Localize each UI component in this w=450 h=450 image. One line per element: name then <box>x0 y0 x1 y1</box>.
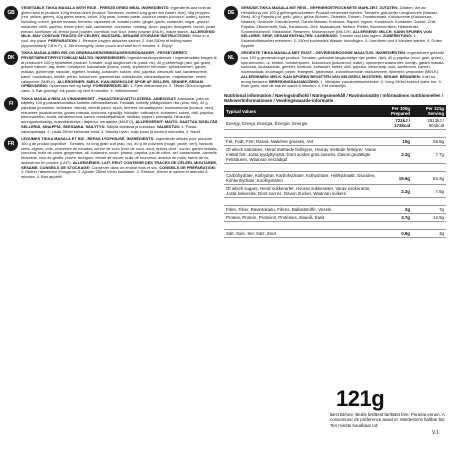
ingredients-text: Ingredienser/Ingredienser i ingrediensliste bruges til at producere 100 g frysetørret produkt: Tomater, kogt langkornet ris (vand, ris), 40 g peberfrugt (rød, gul, grøn), grønne bønner, løg, ærter, tomatpuré, kokosfløde (kokos, vand), krydderier herunder: spidskommen, garam masala, gurkemeje, rapsolie, ingefær, hvidløg, koriander, sukker, chili, paprika, citronsaft, salt, kardemomme, kanel, muskatnød, nellike, peber, bukkehorn, gærekstrakt, solsikkeolie, citronsaftpulver, majsstivelse, rismel, vallepulver (MÆLK). <box>21 55 217 84</box>
version-label: V.1 <box>432 430 440 436</box>
nutrition-cell-v121: 12.9g <box>412 214 446 222</box>
nutrition-spacer-cell <box>224 164 446 172</box>
nutrition-cell-v121: 7.6g <box>412 185 446 198</box>
nutrition-col-100: Per 100g Prepared <box>382 105 412 117</box>
language-section-nl <box>224 51 446 89</box>
country-flag-icon: DE <box>224 6 238 20</box>
product-title: TIKKA MASALA RIISI JA VIHANNEKSET - PAKASTEKUIVATTU ATERIA. <box>21 95 152 101</box>
nutrition-cell-v100: 721kJ / 173kcal <box>382 117 412 130</box>
ingredients-text: Ingredients and bold as given used to produce 100g freeze-dried product: Tomatoes, cooked long grain rice (water, rice), 40g peppers (red, yellow, green), 40g green beans, onion, 10g peas, tomato paste, coconut cream (coconut, water), spices including: cumin, garam masala, turmeric, rapeseed oil, tomato purée, ginger, garlic, coriander, sugar, ground coriander, chilli, paprika, lemon juice, salt, cardamom, cinnamon, nutmeg, clove, pepper, fenugreek, cumin, yeast extract, sunflower oil, lemon juice powder, cornflour, rice flour, whey powder (MILK), maize starch. <box>21 5 216 34</box>
nutrition-cell-label: Of which sugars, Heraf sukkerarter, Hvorav sukkerarter, Varav sockerarter, Josta sokereita, Dont sucres, Davon Zucker, Waarvan suikers <box>224 185 382 198</box>
right-column <box>224 6 446 238</box>
nutrition-row <box>224 146 446 164</box>
ingredients-text: Ainesosat, joita on käytetty 100 g pakastekuivattua tuotetta valmistettaessa: Tomaatti, keitetty pitkäjyväinen riisi (vesi, riisi), 40 g paprikaa (punainen, keltainen, vihreä), vihreät pavut, sipuli, herneet, tomaattipyree, kookoskerma (kookos, vesi), mausteet: juustokumina, garam masala, kurkuma, rypsiöljy, inkivääri, valkosipuli, korianteri, sokeri, chili, paprika, sitruunamehu, suola, kardemumma, kaneli, muskottipähkinä, neilikka, pippuri, sarviapila, hiivauute, auringonkukkaöljy, maissitärkkelys, riisijauho, herajauhe (MAITO). <box>21 95 215 125</box>
nutrition-cell-label: Salt, Sule, Sel, Salz, Zout <box>224 230 382 238</box>
ingredients-text: Ingrediënten gebruikt voor 100 g gevriesdroogd product: Tomaten, gekookte langkorrelige rijst (water, rijst), 40 g paprika (rood, geel, groen), sperziebonen, ui, erwten, tomatenpuree, kokosroom (kokosnoot, water), specerijen waaronder: komijn, garam masala, kurkuma, koolzaadolie, gember, knoflook, koriander, suiker, chili, paprika, citroensap, zout, kardemom, kaneel, nootmuskaat, kruidnagel, peper, fenegriek, gistextract, zonnebloemolie, maïszetmeel, rijstmeel, weipoeder (MELK). <box>241 50 445 75</box>
storage-text: Koel en droog bewaren. <box>241 73 436 84</box>
left-column <box>4 6 218 183</box>
best-before-text: Best Before: Bedst før/Best før/Bäst före: Parasta ennen: A consommer de préférence avant le: Mindestens haltbar bis: Ten minste houdbaar tot: <box>330 412 446 428</box>
preparation-text: 1. Sauerstoffabsorber entfernen. 2. 250ml kochendes Wasser hinzufügen. 3. Umrühren und 8 Minuten warten. 4. Guten Appetit! <box>241 33 443 48</box>
nutrition-cell-v100: 2.2g <box>382 185 412 198</box>
country-flag-icon: FR <box>4 137 18 151</box>
preparation-text: 1. Remove oxygen absorber sachet. 2. Add 250ml of boiling water (approximately 7/8 in F). 3. Stir thoroughly, close pouch and wait for 8 minutes. 4. Enjoy! <box>21 37 192 48</box>
nutrition-spacer-row <box>224 130 446 138</box>
nutrition-cell-v121: 7.7g <box>412 146 446 164</box>
language-section-gb <box>4 6 218 48</box>
preparation-text: 1. Fjern iltabsorberen. 2. Tilsæt 250ml kogende vand. 3. Rør grundigt, luk posen og vent 8 minutter. 4. Velbekomme! <box>21 83 212 93</box>
nutrition-spacer-row <box>224 222 446 230</box>
nutrition-spacer-cell <box>224 198 446 206</box>
allergens-text: ALLERGENEN: MELK. KAN SPOREN BEVATTEN VAN SELDERIJ, MOSTERD, SESAM. <box>241 73 399 79</box>
nutrition-cell-v100: 3.7g <box>382 214 412 222</box>
nutrition-row <box>224 185 446 198</box>
section-text <box>241 51 446 89</box>
nutrition-spacer-row <box>224 198 446 206</box>
product-title: GEMÜSE-TIKKA MASALA MIT REIS - GEFRIERGETROCKNETE MAHLZEIT. <box>241 5 379 10</box>
section-text <box>241 6 446 48</box>
nutrition-row <box>224 214 446 222</box>
storage-label: LAGERUNG: <box>314 33 339 39</box>
nutrition-table <box>224 105 446 238</box>
nutrition-spacer-row <box>224 164 446 172</box>
preparation-label: ZUBEREITUNG: <box>383 33 413 39</box>
nutrition-cell-v100: 15.6g <box>382 172 412 185</box>
nutrition-heading: Nutritional information / Næringsindhold / Näringsinnehåll / Ravintosisältö / Informations nutritionnelles / Nährwertinformationen / Voedingswaarde-informatie <box>224 92 444 104</box>
storage-label: BEWAREN: <box>399 73 421 79</box>
nutrition-cell-v121: 54.3g <box>412 172 446 185</box>
nutrition-row <box>224 172 446 185</box>
product-title: LÉGUMES TIKKA MASALA ET RIZ - REPAS LYOPHILISÉ. <box>21 136 126 142</box>
nutrition-cell-label: Of which saturates, Heraf mættede fedtsyrer, Hvorav mettede fettsyrer, Varav mättat fett, Josta tyydyttynyttä, Dont acides gras saturés, Davon gesättigte Fettsäuren, Waarvan verzadigd <box>224 146 382 164</box>
ingredients-text: Zutaten, die zur Herstellung von 100 g gefriergetrocknetem Produkt verwendet wurden: Tomaten, gekochter Langkornreis (Wasser, Reis), 40 g Paprika (rot, gelb, grün), grüne Bohnen, Zwiebeln, Erbsen, Tomatenmark, Kokoscreme (Kokosnuss, Wasser), Gewürze: Kreuzkümmel, Garam Masala, Kurkuma, Rapsöl, Ingwer, Knoblauch, Koriander, Zucker, Chili, Paprika, Zitronensaft, Salz, Kardamom, Zimt, Muskatnuss, Nelken, Pfeffer, Bockshornklee, Hefeextrakt, Sonnenblumenöl, Maisstärke, Reismehl, Molkenpulver (MILCH). <box>241 5 439 34</box>
preparation-label: PREPARATION: <box>48 37 78 43</box>
storage-text: Trocken und kühl lagern. <box>339 33 382 39</box>
nutrition-row <box>224 206 446 214</box>
language-section-de <box>224 6 446 48</box>
storage-label: SÄILYTYS: <box>85 123 106 129</box>
section-text <box>21 137 218 179</box>
language-section-fr <box>4 137 218 179</box>
storage-text: Store in a cool, dry place. <box>21 33 209 43</box>
section-text <box>21 6 218 48</box>
allergens-text: ALLERGENE: MILCH. KANN SPUREN VON SELLERIE, SENF, SESAM ENTHALTEN. <box>241 28 432 39</box>
nutrition-cell-label: Fibre, Fiber, Ravintokuitu, Fibres, Ballaststoffe, Vezels <box>224 206 382 214</box>
preparation-label: VALMISTUS: <box>156 123 181 129</box>
nutrition-cell-v100: 2.2g <box>382 146 412 164</box>
country-flag-icon: NL <box>224 51 238 65</box>
section-text <box>21 51 218 93</box>
nutrition-row <box>224 138 446 146</box>
nutrition-cell-v100: 2g <box>382 206 412 214</box>
preparation-label: FOREBEREDELSE: <box>93 83 130 89</box>
nutrition-cell-label: Protein, Protein, Proteiinit, Protéines, Eiweiß, Eiwit <box>224 214 382 222</box>
allergens-text: ALLERGENS: MILK, MAY CONTAIN TRACES OF CELERY, MUSTARD, SESAME <box>21 28 216 39</box>
nutrition-col-label: Typical Values <box>224 105 382 117</box>
country-flag-icon: GB <box>4 6 18 20</box>
ingredients-label: AINESOSAT: <box>153 95 177 101</box>
nutrition-cell-v121: 7g <box>412 206 446 214</box>
ingredients-label: INGREDIËNTEN: <box>375 50 407 56</box>
nutrition-spacer-cell <box>224 222 446 230</box>
preparation-text: 1. Poista hapenpoistaja. 2. Lisää 250ml kiehuvaa vettä. 3. Sekoita hyvin, sulje pussi ja odota 8 minuuttia. 4. Nauti! <box>21 123 201 134</box>
storage-label: OPBEVARING: <box>21 83 49 89</box>
ingredients-text: Ingrédients utilisés pour produire 100 g de produit lyophilisé : Tomates, riz long grain cuit (eau, riz), 40 g de poivrons (rouge, jaune, vert), haricots verts, oignon, pois, concentré de tomates, crème de coco (noix de coco, eau), épices dont : cumin, garam masala, curcuma, huile de colza, gingembre, ail, coriandre, sucre, piment, paprika, jus de citron, sel, cardamome, cannelle, muscade, clou de girofle, poivre, fenugrec, extrait de levure, huile de tournesol, amidon de maïs, farine de riz, lactosérum en poudre (LAIT). <box>21 136 219 165</box>
nutrition-header-row <box>224 105 446 117</box>
section-text <box>21 97 218 135</box>
net-weight: 121g <box>336 386 385 411</box>
allergens-text: ALLERGEENIT: MAITO. SAATTAA SISÄLTÄÄ SELLERIÄ, SINAPPIA, SEESAMIA. <box>21 119 218 129</box>
nutrition-row <box>224 230 446 238</box>
storage-text: Säilytä viileässä ja kuivassa. <box>106 123 156 129</box>
nutrition-cell-v121: 35.9g <box>412 138 446 146</box>
storage-label: CONSEILS DE STOCKAGE: <box>39 164 91 170</box>
preparation-text: 1. Verwijder zuurstofabsorbeerder. 2. Voeg 250ml kokend water toe. 3. Roer goed, sluit de zak en wacht 8 minuten. 4. Eet smakelijk! <box>241 78 442 89</box>
language-section-dk <box>4 51 218 93</box>
preparation-label: CONSEILS DE PRÉPARATION: <box>159 164 216 170</box>
preparation-label: BEREIDINGSAANWIJZING: <box>269 78 320 84</box>
language-section-fi <box>4 97 218 135</box>
nutrition-spacer-cell <box>224 130 446 138</box>
nutrition-row <box>224 117 446 130</box>
product-title: GROENTE TIKKA MASALA MET RIJST - GEVRIESDROOGDE MAALTIJD. <box>241 50 375 56</box>
nutrition-cell-v121: 2513kJ / 601kcal <box>412 117 446 130</box>
preparation-text: 1. Retirer l'absorbeur d'oxygène. 2. Ajouter 250ml d'eau bouillante. 3. Remuer, fermer le sachet et attendre 8 minutes. 4. Bon appétit! <box>21 169 208 179</box>
ingredients-label: INGREDIENTS: <box>141 5 170 10</box>
storage-label: STORAGE INSTRUCTIONS: <box>140 33 191 39</box>
allergens-text: ALLERGÈNES: LAIT. PEUT CONTENIR DES TRACES DE CÉLERI, MOUTARDE, SÉSAME. <box>21 159 218 170</box>
nutrition-cell-v121: 3g <box>412 230 446 238</box>
product-title: TIKKA MASALA MED RIS OG GRØNSAGER/GRØNSAKER/GRÖNSAKER - FRYSETØRRET/ FRYSETØRKET/FRYSTORKAD MÅLTID. <box>21 50 188 61</box>
ingredients-label: INGRÉDIENTS: <box>126 136 155 142</box>
country-flag-icon: DK <box>4 51 18 65</box>
nutrition-cell-label: Fat, Fedt, Fett, Rasva, Matières grasses, Vet <box>224 138 382 146</box>
nutrition-col-121: Per 121g Serving <box>412 105 446 117</box>
allergens-text: ALLERGENER: MÆLK. KAN INDEHOLDE SPOR AF SELLERI, SENNEP, SESAM. <box>57 78 204 84</box>
country-flag-icon: FI <box>4 97 18 111</box>
nutrition-cell-label: Carbohydrate, Kulhydrat, Karbohydrater, Kolhydrater, Hiilihydraatit, Glucides, Kohlenhydrate, Koolhydraten <box>224 172 382 185</box>
nutrition-cell-v100: 0.9g <box>382 230 412 238</box>
storage-text: Conserver dans un endroit frais et sec. <box>91 164 159 170</box>
product-title: VEGETABLE TIKKA MASALA WITH RICE - FREEZE DRIED MEAL <box>21 5 141 10</box>
ingredients-label: INGREDIENSER: <box>95 55 127 61</box>
nutrition-cell-label: Energy, Energi, Energia, Énergie, Energie <box>224 117 382 130</box>
nutrition-cell-v100: 10g <box>382 138 412 146</box>
storage-text: Opbevares tørt og køligt. <box>49 83 93 89</box>
ingredients-label: ZUTATEN: <box>379 5 399 10</box>
